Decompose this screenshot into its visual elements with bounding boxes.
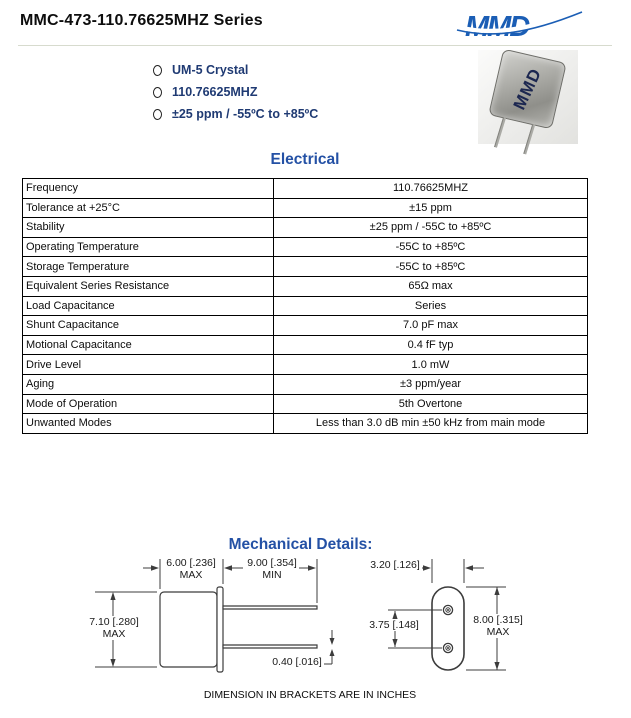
spec-label: Mode of Operation xyxy=(23,394,274,414)
dim-body-width: 6.00 [.236] xyxy=(166,557,216,569)
table-row xyxy=(23,414,588,434)
table-row xyxy=(23,276,588,296)
bullet-circle-icon xyxy=(153,109,162,120)
spec-label: Drive Level xyxy=(23,355,274,375)
spec-label: Load Capacitance xyxy=(23,296,274,316)
dim-body-height: 7.10 [.280] xyxy=(89,616,139,628)
table-row xyxy=(23,179,588,199)
table-row xyxy=(23,237,588,257)
spec-value: 110.76625MHZ xyxy=(274,179,588,199)
electrical-table xyxy=(22,178,588,434)
table-row xyxy=(23,335,588,355)
spec-label: Stability xyxy=(23,218,274,238)
table-row xyxy=(23,198,588,218)
spec-value: 65Ω max xyxy=(274,276,588,296)
spec-label: Tolerance at +25°C xyxy=(23,198,274,218)
table-row xyxy=(23,218,588,238)
table-row xyxy=(23,394,588,414)
spec-value: ±25 ppm / -55C to +85ºC xyxy=(274,218,588,238)
bullet-circle-icon xyxy=(153,87,162,98)
feature-label: UM-5 Crystal xyxy=(172,63,249,77)
spec-value: ±15 ppm xyxy=(274,198,588,218)
table-row xyxy=(23,374,588,394)
spec-value: Less than 3.0 dB min ±50 kHz from main mode xyxy=(274,414,588,434)
table-row xyxy=(23,355,588,375)
dim-lead-diameter: 0.40 [.016] xyxy=(272,656,322,668)
page-title: MMC-473-110.76625MHZ Series xyxy=(20,12,263,29)
product-photo xyxy=(478,50,578,144)
spec-label: Unwanted Modes xyxy=(23,414,274,434)
feature-list xyxy=(153,59,318,125)
mechanical-heading: Mechanical Details: xyxy=(228,536,373,553)
spec-label: Operating Temperature xyxy=(23,237,274,257)
spec-label: Equivalent Series Resistance xyxy=(23,276,274,296)
spec-value: Series xyxy=(274,296,588,316)
spec-value: -55C to +85ºC xyxy=(274,257,588,277)
table-row xyxy=(23,257,588,277)
crystal-lead xyxy=(523,124,535,155)
spec-value: 1.0 mW xyxy=(274,355,588,375)
dim-body-width-qual: MAX xyxy=(179,569,203,581)
spec-value: ±3 ppm/year xyxy=(274,374,588,394)
list-item xyxy=(153,103,318,125)
spec-label: Storage Temperature xyxy=(23,257,274,277)
feature-label: ±25 ppm / -55ºC to +85ºC xyxy=(172,107,319,121)
crystal-can xyxy=(488,49,567,130)
bullet-circle-icon xyxy=(153,65,162,76)
dim-pin-spacing: 3.75 [.148] xyxy=(369,619,419,631)
table-row xyxy=(23,296,588,316)
spec-value: -55C to +85ºC xyxy=(274,237,588,257)
list-item xyxy=(153,59,318,81)
spec-label: Shunt Capacitance xyxy=(23,316,274,336)
dim-base-width: 3.20 [.126] xyxy=(370,559,420,571)
electrical-table-body xyxy=(23,179,588,434)
mmd-logo-icon xyxy=(455,4,585,46)
spec-label: Motional Capacitance xyxy=(23,335,274,355)
electrical-heading: Electrical xyxy=(270,151,340,168)
spec-value: 5th Overtone xyxy=(274,394,588,414)
feature-label: 110.76625MHZ xyxy=(172,85,258,99)
dim-base-length-qual: MAX xyxy=(486,626,510,638)
spec-value: 7.0 pF max xyxy=(274,316,588,336)
list-item xyxy=(153,81,318,103)
dim-base-length: 8.00 [.315] xyxy=(473,614,523,626)
dim-body-height-qual: MAX xyxy=(102,628,126,640)
spec-label: Aging xyxy=(23,374,274,394)
dim-lead-length: 9.00 [.354] xyxy=(247,557,297,569)
dimension-note: DIMENSION IN BRACKETS ARE IN INCHES xyxy=(203,689,417,701)
crystal-can-label: MMD xyxy=(509,65,545,113)
spec-value: 0.4 fF typ xyxy=(274,335,588,355)
dim-lead-length-qual: MIN xyxy=(262,569,282,581)
spec-label: Frequency xyxy=(23,179,274,199)
logo-text: MMD xyxy=(465,11,529,43)
crystal-lead xyxy=(494,117,506,148)
table-row xyxy=(23,316,588,336)
